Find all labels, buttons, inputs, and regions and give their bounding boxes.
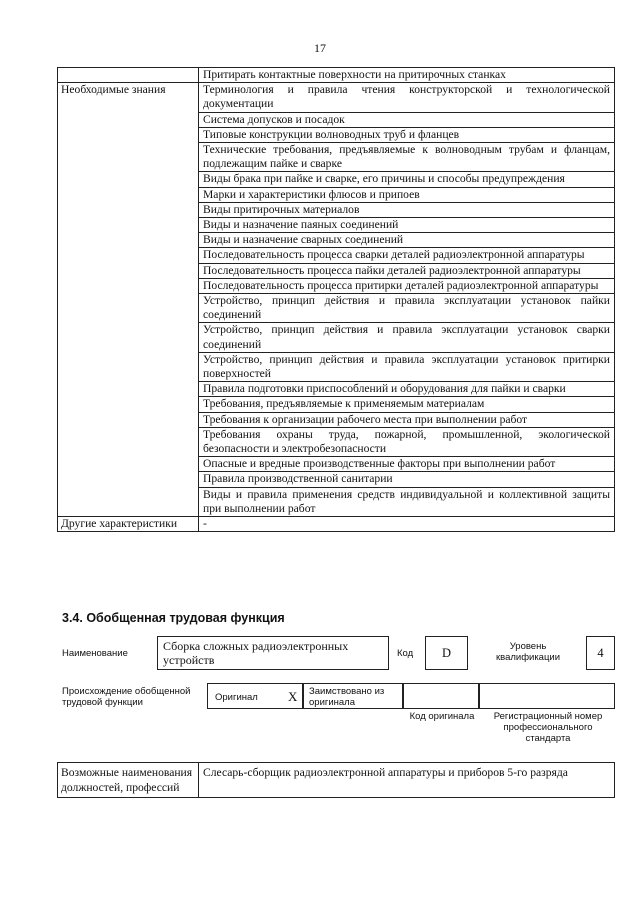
table-item: Требования к организации рабочего места при выполнении работ	[199, 412, 615, 427]
table-item: Опасные и вредные производственные факторы при выполнении работ	[199, 457, 615, 472]
name-value-box	[157, 636, 389, 670]
table-row	[58, 517, 615, 532]
code-caption: Код оригинала	[409, 711, 475, 722]
positions-label: Возможные наименования должностей, профессий	[58, 763, 199, 798]
table-item: Типовые конструкции волноводных труб и фланцев	[199, 127, 615, 142]
reg-caption: Регистрационный номер профессионального стандарта	[493, 711, 603, 744]
table-item: Притирать контактные поверхности на притирочных станках	[199, 68, 615, 83]
original-mark: X	[288, 689, 298, 704]
positions-row	[58, 763, 615, 798]
other-label: Другие характеристики	[58, 517, 199, 532]
table-item: Технические требования, предъявляемые к волноводным трубам и фланцам, подлежащим пайке и сварке	[199, 143, 615, 172]
table-item: Правила производственной санитарии	[199, 472, 615, 487]
level-label: Уровень квалификации	[495, 641, 561, 663]
empty-label-cell	[58, 68, 199, 83]
table-item: Виды и назначение сварных соединений	[199, 233, 615, 248]
code-value-box	[425, 636, 468, 670]
table-item: Устройство, принцип действия и правила эксплуатации установок сварки соединений	[199, 323, 615, 352]
positions-table	[57, 762, 615, 798]
table-item: Марки и характеристики флюсов и припоев	[199, 187, 615, 202]
name-label: Наименование	[62, 648, 128, 659]
section-title: 3.4. Обобщенная трудовая функция	[62, 611, 285, 625]
table-item: -	[199, 517, 615, 532]
code-value: D	[441, 646, 452, 660]
table-item: Правила подготовки приспособлений и оборудования для пайки и сварки	[199, 382, 615, 397]
level-value: 4	[597, 646, 604, 660]
table-item: Последовательность процесса пайки деталей радиоэлектронной аппаратуры	[199, 263, 615, 278]
original-label: Оригинал	[215, 692, 258, 703]
original-box	[207, 683, 303, 709]
table-item: Устройство, принцип действия и правила эксплуатации установок притирки поверхностей	[199, 352, 615, 381]
level-value-box	[586, 636, 615, 670]
origin-reg-box	[479, 683, 615, 709]
table-item: Система допусков и посадок	[199, 112, 615, 127]
table-item: Устройство, принцип действия и правила эксплуатации установок пайки соединений	[199, 294, 615, 323]
origin-code-box	[403, 683, 479, 709]
origin-label: Происхождение обобщенной трудовой функции	[62, 686, 191, 708]
page-number: 17	[314, 41, 326, 55]
table-item: Требования охраны труда, пожарной, промышленной, экологической безопасности и электробезопасности	[199, 427, 615, 456]
name-value: Сборка сложных радиоэлектронных устройств	[163, 639, 349, 667]
table-item: Виды и назначение паяных соединений	[199, 218, 615, 233]
knowledge-table	[57, 67, 615, 532]
table-item: Виды притирочных материалов	[199, 202, 615, 217]
knowledge-label: Необходимые знания	[58, 83, 199, 517]
table-item: Последовательность процесса сварки деталей радиоэлектронной аппаратуры	[199, 248, 615, 263]
table-row	[58, 68, 615, 83]
table-row	[58, 83, 615, 112]
table-item: Последовательность процесса притирки деталей радиоэлектронной аппаратуры	[199, 278, 615, 293]
table-item: Терминология и правила чтения конструкторской и технологической документации	[199, 83, 615, 112]
borrowed-label: Заимствовано из оригинала	[309, 686, 385, 708]
table-item: Требования, предъявляемые к применяемым материалам	[199, 397, 615, 412]
positions-value: Слесарь-сборщик радиоэлектронной аппаратуры и приборов 5-го разряда	[199, 763, 615, 798]
code-label: Код	[397, 648, 414, 659]
table-item: Виды брака при пайке и сварке, его причины и способы предупреждения	[199, 172, 615, 187]
borrowed-box	[303, 683, 403, 709]
table-item: Виды и правила применения средств индивидуальной и коллективной защиты при выполнении работ	[199, 487, 615, 516]
